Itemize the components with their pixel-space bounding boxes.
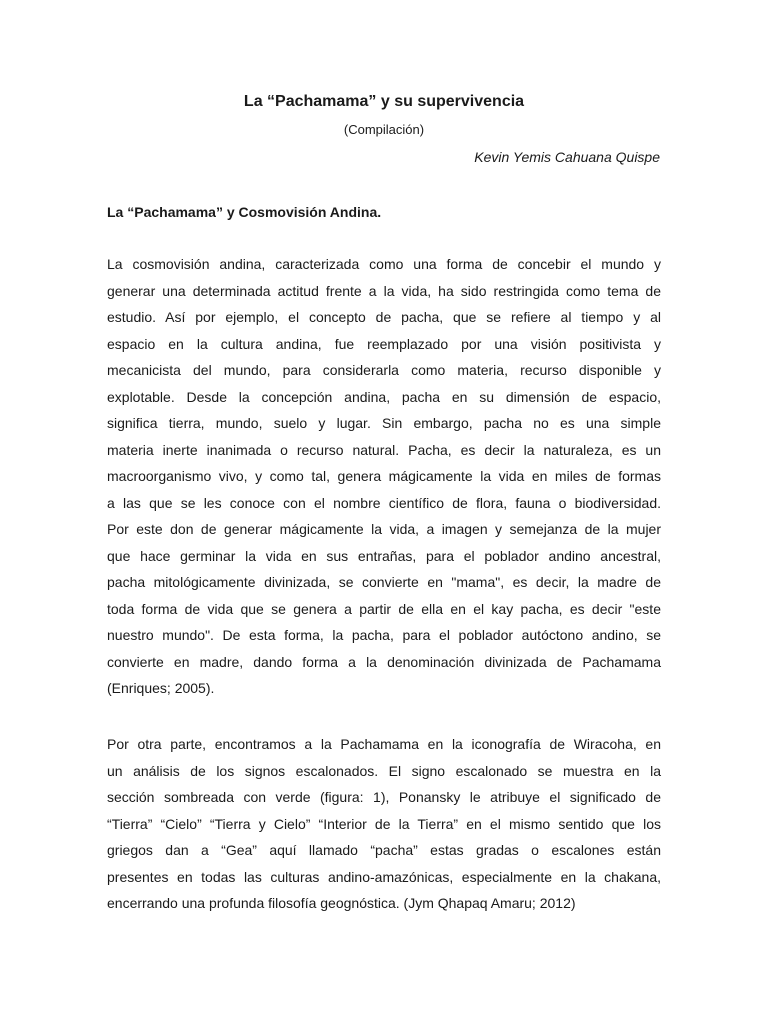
paragraph-line: toda forma de vida que se genera a partir de ella en el kay pacha, es decir "este xyxy=(107,600,661,617)
paragraph-line: nuestro mundo". De esta forma, la pacha, para el poblador autóctono andino, se xyxy=(107,627,661,643)
paragraph-line: (Enriques; 2005). xyxy=(107,680,215,696)
paragraph-line: encerrando una profunda filosofía geognóstica. (Jym Qhapaq Amaru; 2012) xyxy=(107,895,576,911)
paragraph-line: significa tierra, mundo, suelo y lugar. Sin embargo, pacha no es una simple xyxy=(107,415,661,431)
section-heading: La “Pachamama” y Cosmovisión Andina. xyxy=(107,204,382,220)
paragraph-line: Por otra parte, encontramos a la Pachamama en la iconografía de Wiracoha, en xyxy=(107,736,661,752)
paragraph-line: generar una determinada actitud frente a la vida, ha sido restringida como tema de xyxy=(107,282,661,299)
paragraph-line: estudio. Así por ejemplo, el concepto de pacha, que se refiere al tiempo y al xyxy=(107,309,661,325)
document-title: La “Pachamama” y su supervivencia xyxy=(243,93,525,110)
paragraph-line: convierte en madre, dando forma a la denominación divinizada de Pachamama xyxy=(107,653,661,670)
paragraph-line: griegos dan a “Gea” aquí llamado “pacha” estas gradas o escalones están xyxy=(107,842,661,858)
paragraph-line: sección sombreada con verde (figura: 1), Ponansky le atribuye el significado de xyxy=(107,789,661,805)
paragraph-line: que hace germinar la vida en sus entrañas, para el poblador andino ancestral, xyxy=(107,547,661,564)
body-paragraph-1 xyxy=(107,251,661,702)
paragraph-line: explotable. Desde la concepción andina, pacha en su dimensión de espacio, xyxy=(107,388,661,405)
paragraph-line: macroorganismo vivo, y como tal, genera mágicamente la vida en miles de formas xyxy=(107,468,661,484)
paragraph-line: a las que se les conoce con el nombre científico de flora, fauna o biodiversidad. xyxy=(107,494,661,511)
paragraph-line: pacha mitológicamente divinizada, se convierte en "mama", es decir, la madre de xyxy=(107,574,661,590)
paragraph-line: “Tierra” “Cielo” “Tierra y Cielo” “Interior de la Tierra” en el mismo sentido que los xyxy=(107,815,661,832)
author-name: Kevin Yemis Cahuana Quispe xyxy=(474,149,660,165)
paragraph-line: Por este don de generar mágicamente la vida, a imagen y semejanza de la mujer xyxy=(107,521,661,537)
paragraph-line: espacio en la cultura andina, fue reemplazado por una visión positivista y xyxy=(107,335,661,352)
body-paragraph-2 xyxy=(107,731,661,917)
paragraph-line: un análisis de los signos escalonados. El signo escalonado se muestra en la xyxy=(107,762,661,779)
paragraph-line: presentes en todas las culturas andino-amazónicas, especialmente en la chakana, xyxy=(107,868,661,885)
paragraph-line: mecanicista del mundo, para considerarla como materia, recurso disponible y xyxy=(107,362,661,378)
document-subtitle: (Compilación) xyxy=(343,122,425,137)
paragraph-line: La cosmovisión andina, caracterizada como una forma de concebir el mundo y xyxy=(107,256,661,272)
paragraph-line: materia inerte inanimada o recurso natural. Pacha, es decir la naturaleza, es un xyxy=(107,441,661,458)
